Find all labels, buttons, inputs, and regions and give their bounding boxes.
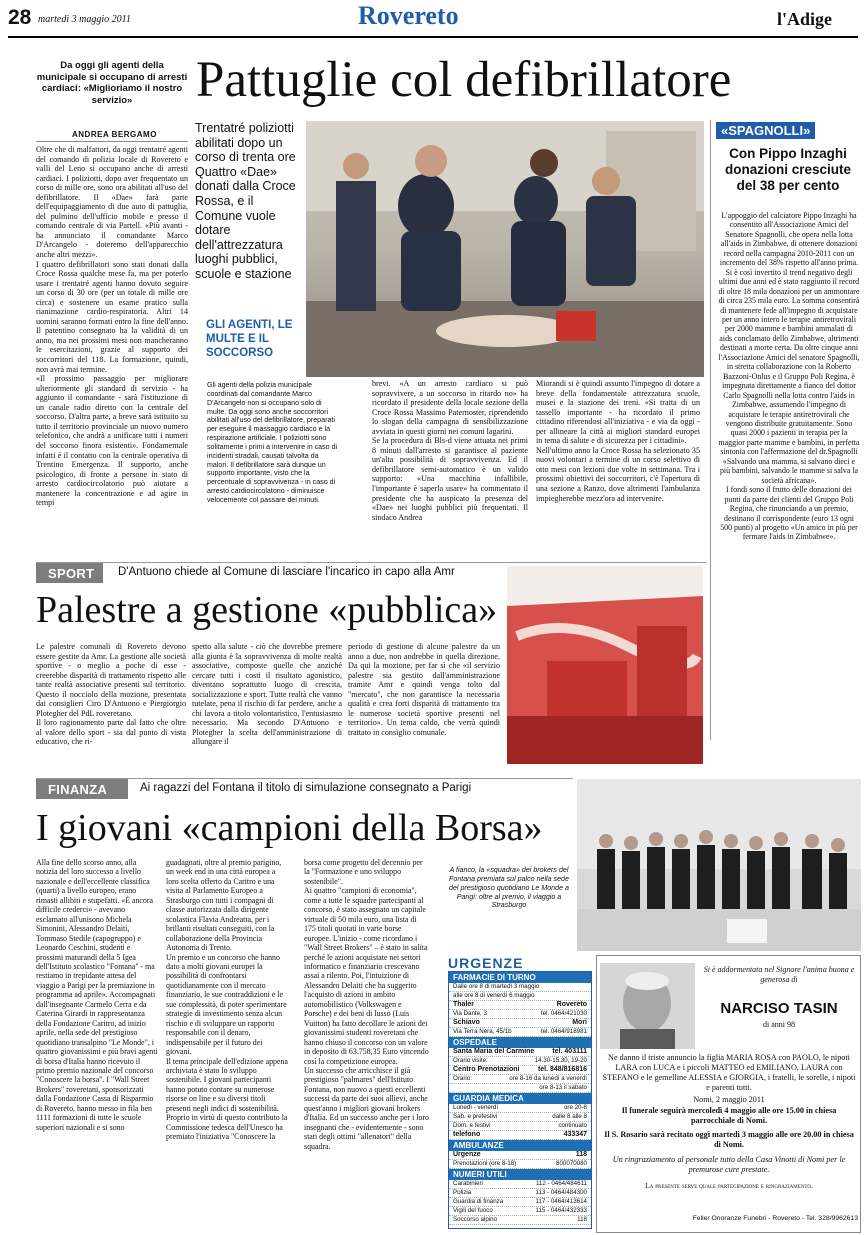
urgenze-row-value: tel. 0464/918981 <box>540 1028 587 1035</box>
obituary-name: NARCISO TASIN <box>720 1000 838 1017</box>
urgenze-row-value: ore 20-8 <box>563 1104 587 1111</box>
urgenze-row-value: Rovereto <box>556 1001 587 1008</box>
obituary-age: di anni 98 <box>763 1020 795 1029</box>
urgenze-row-value: 118 <box>577 1216 587 1223</box>
section-title: Rovereto <box>358 1 459 30</box>
urgenze-row-value: 433347 <box>563 1131 587 1138</box>
urgenze-row <box>449 1180 591 1189</box>
urgenze-row-label: Schiavo <box>453 1019 480 1026</box>
urgenze-row <box>449 1066 591 1075</box>
urgenze-list <box>449 972 591 1225</box>
urgenze-section-header: GUARDIA MEDICA <box>449 1093 591 1104</box>
article3-col1: Alla fine dello scorso anno, alla notizia del loro successo a livello nazionale e dell'eccellente classifica (quarti) a livello europeo, erano rimasti allibiti e stupefatti. «È ancora difficile crederci» - avevano esclamato all'unisono Michela Simonini, Alessandro Delaiti, Tommaso Stedile (capogruppo) e Leonardo Ceschini, studenti e prossimi maturandi della 5 Igea dell'Istituto scolastico "Fontana" - ma restiamo in trepidante attesa del viaggio a Parigi per la premiazione in programma ad aprile». Accompagnati dall'insegnante Carmelo Cerra e da Caterina Girardi in rappresentanza della Fondazione Caritro, ad inizio aprile, nella sede del prestigioso quotidiano transalpino "Le Monde", i quattro giovanissimi e più bravi agenti di borsa d'Italia hanno ricevuto il primo premio nazionale del concorso "Conoscere la borsa". I "Wall Street Brokers" roveretani, sponsorizzati dalla Fondazione Cassa di Risparmio di Rovereto, hanno messo in fila ben 1111 formazioni di tutte le scuole superiori nazionali e si sono <box>36 858 158 1132</box>
issue-date: martedì 3 maggio 2011 <box>38 14 131 25</box>
urgenze-row <box>449 1010 591 1019</box>
masthead-rule <box>8 36 858 38</box>
obituary-intro: Si è addormentata nel Signore l'anima buona e generosa di <box>703 965 855 984</box>
urgenze-row <box>449 1057 591 1066</box>
article2-title: Palestre a gestione «pubblica» <box>36 589 498 631</box>
urgenze-row <box>449 1084 591 1093</box>
sport-tag: SPORT <box>36 563 103 583</box>
urgenze-row <box>449 1207 591 1216</box>
finanza-tag: FINANZA <box>36 779 128 799</box>
obituary-announce: Ne danno il triste annuncio la figlia MARIA ROSA con PAOLO, le nipoti LARA con LUCA e i piccoli MATTEO ed EMILIANO, LAURA con STEFANO e le gemelline ALESSIA e GIORGIA, i fratelli, le sorelle, i nipoti e parenti tutti. <box>602 1053 856 1092</box>
urgenze-row-value: 115 - 0464/432333 <box>535 1207 587 1214</box>
brokers-award-photo <box>577 779 861 951</box>
article2-col1: Le palestre comunali di Rovereto devono essere gestite da Amr. La gestione alle società sportive - o meglio a poche di esse - creerebbe disparità di trattamento rispetto alle tante realtà associative presenti sul territorio. Questo il nocciolo della mozione, presentata dai consiglieri Ciro D'Antuono e Piergiorgio Plotegher del PdL roveretano. Il loro ragionamento parte dal fatto che oltre al valore dello sport - sia dal punto di vista educativo, che ri- <box>36 642 186 747</box>
urgenze-row-label: Dalle ore 8 di martedì 3 maggio <box>453 983 540 990</box>
article1-kicker: Da oggi gli agenti della municipale si occupano di arresti cardiaci: «Miglioriamo il nostro servizio» <box>36 60 188 106</box>
urgenze-row <box>449 1113 591 1122</box>
urgenze-row <box>449 1198 591 1207</box>
urgenze-row-value: tel. 0464/421030 <box>540 1010 587 1017</box>
urgenze-section-header: NUMERI UTILI <box>449 1169 591 1180</box>
urgenze-row-value: 118 <box>575 1151 587 1158</box>
article3-title: I giovani «campioni della Borsa» <box>36 807 543 849</box>
urgenze-row-value: Mori <box>572 1019 587 1026</box>
urgenze-row-value: 112 - 0464/484611 <box>535 1180 587 1187</box>
article3-col3: borsa come progetto del decennio per la "Formazione e uno sviluppo sostenibile". Ai quattro "campioni di economia", come a tutte le squadre partecipanti al concorso, è stato assegnato un capitale virtuale di 50 mila euro, una lista di 175 titoli quotati in varie borse europee. L'inizio - come ricordano i "Wall Street Brokers" – è stato in salita perché le azioni acquistate nei settori informatico e finanziario crescevano assai a rilento. Poi, l'intuizione di Alessandro Delaiti che ha suggerito l'acquisto di azioni in ambito automobilistico (Volkswagen e Porsche) e dei beni di lusso (Luis Vuitton) ha fatto decollare le azioni dei giovanissimi studenti roveretani che hanno chiuso il concorso con un valore in deposito di 63.758,35 Euro vincendo così la competizione europea. Un successo che arricchisce il già prestigioso "palmares" dell'Istituto Fontana, non nuovo a questi eccellenti successi da parte dei suoi allievi, anche quest'anno i migliori giovani brokers d'Italia. Ed un successo anche per i loro insegnanti che - evidentemente - sono stati degli ottimi "allenatori" della squadra. <box>304 858 429 1151</box>
sidebar-body: L'appoggio del calciatore Pippo Inzaghi ha consentito all'Associazione Amici del Senatore Spagnolli, che opera nella lotta all'aids in Zimbabwe, di ottenere donazioni record nella campagna 2010-2011 con un incremento del 38% rispetto all'anno prima. Si è così invertito il trend negativo degli ultimi due anni ed è stato raggiunto il record di oltre 18 mila donazioni per un ammontare di circa 235 mila euro. La somma consentirà di mantenere fede all'impegno di acquistare per un anno intero le terapie antiretrovirali per 2000 mamme e bambini ammalati di aids conclamato dello Zimbabwe, altrimenti destinati a morte certa. Da oltre cinque anni l'Associazione Amici del senatore Spagnolli, in stretta collaborazione con la Roberto Bazzoni-Onlus e il Gruppo Poli Regina, è impegnata direttamente a fianco del dottor Carlo Spagnolli nella lotta contro l'aids in Zimbabwe, assumendo l'impegno di acquistare le terapie antiretrovirali che vengono distribuite gratuitamente. Sono quasi 2000 i pazienti in terapia per la maggior parte mamme e bambini, in perfetta sintonia con l'affermazione del dr.Spagnolli «Salvando una mamma, si salvano dieci e più bambini, salvando le mamme si salva la società africana». I fondi sono il frutto delle donazioni dei punti da parte dei clienti del Gruppo Poli Regina, che rinunciando a un premio, destinano il corrispondente (euro 13 ogni 500 punti) al progetto «Un amico in più per fermare l'aids in Zimbabwe». <box>718 211 860 542</box>
urgenze-row <box>449 1131 591 1140</box>
urgenze-row-label: Lunedì - venerdì <box>453 1104 499 1111</box>
urgenze-row-label: Carabinieri <box>453 1180 483 1187</box>
article1-col1: Oltre che di malfattori, da oggi trentatré agenti del comando di polizia locale di Rovereto e valli del Leno si occupano anche di arresti cardiaci. I poliziotti, dopo aver frequentato un corso di mille ore, sono ora abilitati all'uso del defibrillatore. Il «Dae» farà parte dell'equipaggiamento di due auto di pattuglia, del pulmino dell'ufficio mobile e presso il comando centrale di via Partell. «Più avanti - ha annunciato il comandante Marco D'Arcangelo - doteremo dell'apparecchio anche altri mezzi». I quattro defibrillatori sono stati donati dalla Croce Rossa qualche mese fa, ma per poterlo usare i trentatré agenti hanno dovuto seguire un corso di 30 ore (per un totale di mille ore circa) e sostenere un esame pratico sulla rianimazione cardio-respiratoria. Altri 14 uomini saranno formati entro la fine dell'anno. Il patentino consegnato ha la validità di un anno, ma nei prossimi mesi non mancheranno le esercitazioni, grazie al supporto dei soccorritori del 118. La formazione, quindi, non avrà mai termine. «Il prossimo passaggio per migliorare ulteriormente gli standard di servizio - ha aggiunto il comandante - sarà l'istituzione di un canale radio diretto con la centrale del soccorso. D'altra parte, a breve sarà istituito su tutto il territorio provinciale un nuovo numero telefonico, che andrà a unificare tutti i numeri del soccorso finora esistenti». Fondamentale infatti è il contatto con la centrale operativa di Trentino Emergenza. Il supporto, anche psicologico, di fronte a persone in stato di arresto cardiocircolatorio può aiutare a mantenere la concentrazione e ad agire in tempi <box>36 145 188 508</box>
obituary-agency: Feller Onoranze Funebri - Rovereto - Tel. 328/9962613 <box>692 1215 858 1222</box>
urgenze-row-label: Via Terra Nera, 45/1b <box>453 1028 512 1035</box>
urgenze-row <box>449 1216 591 1225</box>
urgenze-section-header: AMBULANZE <box>449 1140 591 1151</box>
author-rule <box>36 141 188 142</box>
article1-title: Pattuglie col defibrillatore <box>196 52 732 108</box>
urgenze-row-label: Dom. e festivi <box>453 1122 491 1129</box>
urgenze-row-value: 117 - 0464/413614 <box>535 1198 587 1205</box>
urgenze-row-value: 14.30-15.30, 19-20 <box>534 1057 587 1064</box>
obituary-thanks: Un ringraziamento al personale tutto della Casa Vinotti di Nomi per le premurose cure prestate. <box>612 1155 846 1174</box>
urgenze-title: URGENZE <box>448 955 524 971</box>
urgenze-row-label: Sab. e prefestivi <box>453 1113 498 1120</box>
urgenze-row-label: Soccorso alpino <box>453 1216 498 1223</box>
article1-col3: Miorandi si è quindi assunto l'impegno di dotare a breve della fondamentale attrezzatura scuole, musei e la stazione dei treni. «Si tratta di un tassello importante - ha ricordato il primo cittadino riferendosi all'iniziativa - e via da oggi - per allineare la città ai migliori standard europei in tema di salute e di sicurezza per i cittadini». Nell'ultimo anno la Croce Rossa ha selezionato 35 nuovi volontari a termine di un corso selettivo di otto mesi con lezioni due volte in settimana. Tra i prossimi obiettivi dei soccorritori, c'è l'apertura di una sezione a Ranzo, dove altrimenti l'ambulanza impiegherebbe mezz'ora ad intervenire. <box>536 379 700 503</box>
urgenze-row <box>449 1160 591 1169</box>
urgenze-row-value: continuato <box>558 1122 587 1129</box>
urgenze-row <box>449 1048 591 1057</box>
urgenze-row <box>449 1104 591 1113</box>
article1-col2: brevi. «A un arresto cardiaco si può sopravvivere, a un soccorso in ritardo no» ha ricordato il presidente della locale sezione della Croce Rossa Massimo Paternoster, riprendendo lo slogan della campagna di sensibilizzazione avviata in questi giorni nei comuni lagarini. Se la procedura di Bls-d viene attuata nei primi 8 minuti dall'arresto si garantisce al paziente un'alta possibilità di sopravvivenza. Ed il defibrillatore semi-automatico è un valido supporto: «Una macchina infallibile, l'importante è saperla usare» ha commentato il presidente che ha auspicato la presenza del «Dae» nei luoghi pubblici più frequentati. Il sindaco Andrea <box>372 379 528 522</box>
sidebar-divider <box>710 120 711 740</box>
urgenze-row-label: Orario: <box>453 1075 472 1082</box>
urgenze-row <box>449 1189 591 1198</box>
urgenze-row-value: 800070080 <box>556 1160 587 1167</box>
urgenze-row-value: tel. 848/816816 <box>537 1066 587 1073</box>
urgenze-row-value: ore 8-13 il sabato <box>539 1084 587 1091</box>
urgenze-row-value: tel. 403111 <box>552 1048 587 1055</box>
urgenze-row <box>449 992 591 1001</box>
article3-caption: A fianco, la «squadra» dei brokers del Fontana premiata sul palco nella sede del prestigioso quotidiano Le Monde a Parigi: oltre al premio, il viaggio a Strasburgo <box>449 866 569 910</box>
article2-col3: periodo di gestione di alcune palestre da un anno a due, non andrebbe in quella direzione. Da qui la mozione, per far sì che «il servizio palestre sia gestito dall'amministrazione tramite Amr e quindi venga tolto dal "mercato", che non garantisce la necessaria qualità e crea forti disparità di trattamento tra le numerose società sportive presenti nel territorio». Un tema caldo, che verrà quindi trattato in consiglio comunale. <box>348 642 500 737</box>
urgenze-row <box>449 983 591 992</box>
obituary-rosary: Il S. Rosario sarà recitato oggi martedì 3 maggio alle ore 20.00 in chiesa di Nomi. <box>604 1130 854 1149</box>
deceased-portrait <box>600 963 695 1049</box>
urgenze-section-header: OSPEDALE <box>449 1037 591 1048</box>
gym-banner-photo <box>507 566 703 764</box>
photo-caption: Gli agenti della polizia municipale coordinati dal comandante Marco D'Arcangelo non si occupano solo di multe. Da oggi sono anche soccorritori abilitati all'uso del defibrillatore, preparati per eseguire il massaggio cardiaco e la respirazione artificiale. I poliziotti sono solitamente i primi a intervenire in caso di incidenti stradali, causati talvolta da malori. Il defibrillatore sarà dunque un supporto importante, visto che la percentuale di sopravvivenza - in caso di arresto cardiocircolatorio - diminuisce velocemente col passare dei minuti. <box>207 381 338 504</box>
urgenze-row-label: Thaler <box>453 1001 475 1008</box>
urgenze-row-label: Urgenze <box>453 1151 481 1158</box>
urgenze-row-label: telefono <box>453 1131 481 1138</box>
article1-subtitle: Trentatré poliziotti abilitati dopo un corso di trenta ore Quattro «Dae» donati dalla Croce Rossa, e il Comune vuole dotare dell'attrezzatura luoghi pubblici, scuole e stazione <box>195 121 296 281</box>
urgenze-row-label: Polizia <box>453 1189 472 1196</box>
article3-kicker: Ai ragazzi del Fontana il titolo di simulazione consegnato a Parigi <box>140 782 472 794</box>
urgenze-row-value: ore 8-16 da lunedì a venerdì <box>509 1075 587 1082</box>
urgenze-row-label: Vigili del fuoco <box>453 1207 493 1214</box>
obituary-date: Nomi, 2 maggio 2011 <box>693 1095 765 1104</box>
urgenze-row <box>449 1151 591 1160</box>
urgenze-row-label: Via Dante, 3 <box>453 1010 487 1017</box>
obituary-funeral: Il funerale seguirà mercoledì 4 maggio alle ore 15.00 in chiesa parrocchiale di Nomi. <box>621 1106 837 1125</box>
article3-col2: guadagnati, oltre al premio parigino, un week end in una città europea a loro scelta offerto da Caritro e una visita al Parlamento Europeo a Strasburgo con tutti i compagni di classe autorizzata dalla dirigente scolastica Flavia Andreatta, per i brillanti risultati conseguiti, con la collaborazione della Provincia Autonoma di Trento. Un premio e un concorso che hanno dato a molti giovani europei la possibilità di confrontarsi quotidianamente con il mercato finanziario, le sue contraddizioni e le sue complessità, di poter sperimentare strategie di investimento senza alcun rischio e di sviluppare un rapporto responsabile con il denaro, indispensabile per il futuro dei giovani. Il tema principale dell'edizione appena archiviata è stato lo sviluppo sostenibile. I giovani partecipanti hanno potuto contare su numerose risorse on line e su diversi titoli presenti negli indici di sostenibilità. Proprio in virtù di questo contributo la Commissione tedesca dell'Unesco ha premiato l'iniziativa "Conoscere la <box>166 858 288 1142</box>
obituary-notice: La presente serve quale partecipazione e ringraziamento. <box>645 1181 813 1190</box>
article2-col2: spetto alla salute - ciò che dovrebbe premere alla giunta è la sopravvivenza di molte realtà associative, composte quelle che anziché cercare tutti i costi il risultato agonistico, diventano soprattutto luogo di crescita, socializzazione e sport. Tutte realtà che vanno tutelate, pena il rischio di far perdere, anche a chi lavora a titolo volontaristico, l'entusiasmo necessario. Ma secondo D'Antuono e Plotegher la scelta dell'amministrazione di allungare il <box>192 642 342 747</box>
sidebar-title: Con Pippo Inzaghi donazioni cresciute del 38 per cento <box>724 146 852 193</box>
page-number: 28 <box>8 6 32 29</box>
article1-author: ANDREA BERGAMO <box>72 130 157 139</box>
urgenze-section-header: FARMACIE DI TURNO <box>449 972 591 983</box>
cpr-training-photo <box>306 121 704 377</box>
article2-kicker: D'Antuono chiede al Comune di lasciare l'incarico in capo alla Amr <box>118 566 455 578</box>
newspaper-logo: l'Adige <box>777 9 833 29</box>
urgenze-row <box>449 1019 591 1028</box>
sidebar-label: «SPAGNOLLI» <box>716 122 815 139</box>
urgenze-row <box>449 1075 591 1084</box>
urgenze-row-label: alle ore 8 di venerdì 6 maggio <box>453 992 535 999</box>
urgenze-row <box>449 1122 591 1131</box>
urgenze-row-label: Orario visite: <box>453 1057 488 1064</box>
urgenze-row-value: dalle 8 alle 8 <box>552 1113 587 1120</box>
box-title: GLI AGENTI, LE MULTE E IL SOCCORSO <box>206 319 293 359</box>
urgenze-row <box>449 1001 591 1010</box>
section-rule-sport <box>36 562 706 563</box>
urgenze-row-label: Guardia di finanza <box>453 1198 504 1205</box>
urgenze-row <box>449 1028 591 1037</box>
urgenze-box <box>448 971 592 1229</box>
urgenze-row-label: Santa Maria del Carmine <box>453 1048 535 1055</box>
urgenze-row-label: Centro Prenotazioni <box>453 1066 520 1073</box>
urgenze-row-label: Prenotazioni (ore 8-18) <box>453 1160 517 1167</box>
urgenze-row-value: 113 - 0464/484300 <box>535 1189 587 1196</box>
